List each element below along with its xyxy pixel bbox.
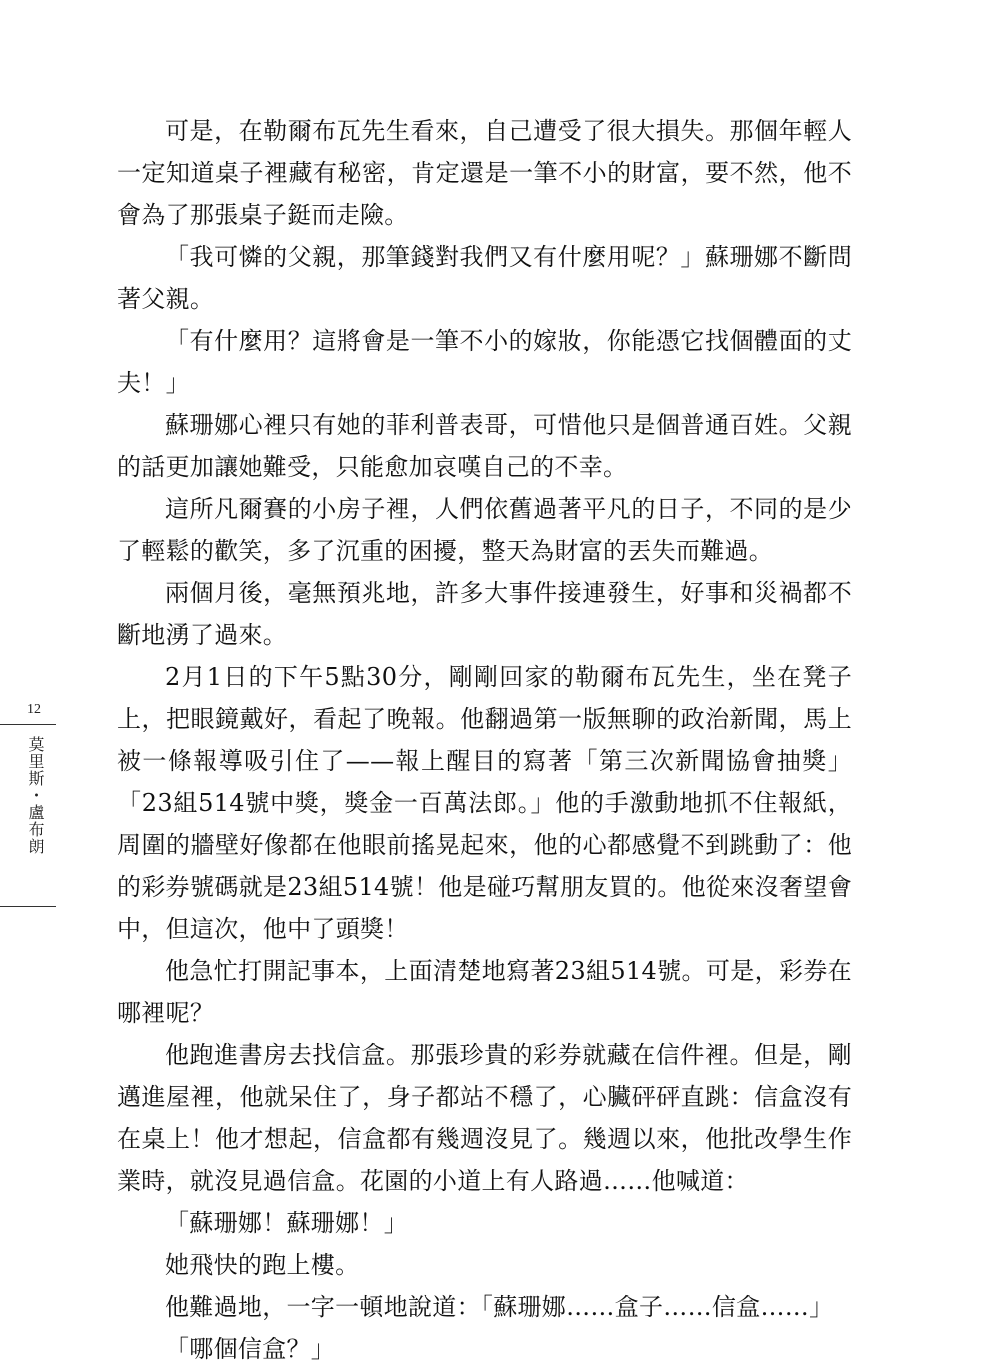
paragraph: 可是，在勒爾布瓦先生看來，自己遭受了很大損失。那個年輕人一定知道桌子裡藏有秘密，肯定還是一筆不小的財富，要不然，他不會為了那張桌子鋌而走險。 (117, 117, 852, 229)
paragraph: 「哪個信盒？」 (165, 1335, 336, 1363)
paragraph: 兩個月後，毫無預兆地，許多大事件接連發生，好事和災禍都不斷地湧了過來。 (117, 579, 852, 649)
margin-rule-top (0, 724, 56, 725)
paragraph: 她飛快的跑上樓。 (165, 1251, 360, 1279)
paragraph: 蘇珊娜心裡只有她的菲利普表哥，可惜他只是個普通百姓。父親的話更加讓她難受，只能愈加哀嘆自己的不幸。 (117, 411, 852, 481)
paragraph: 他跑進書房去找信盒。那張珍貴的彩券就藏在信件裡。但是，剛邁進屋裡，他就呆住了，身子都站不穩了，心臟砰砰直跳：信盒沒有在桌上！他才想起，信盒都有幾週沒見了。幾週以來，他批改學生作業時，就沒見過信盒。花園的小道上有人路過……他喊道： (117, 1041, 852, 1195)
paragraph: 他難過地，一字一頓地說道：「蘇珊娜……盒子……信盒……」 (165, 1293, 834, 1321)
paragraph: 「有什麼用？這將會是一筆不小的嫁妝，你能憑它找個體面的丈夫！」 (117, 327, 852, 397)
body-text (117, 110, 852, 1370)
paragraph: 「蘇珊娜！蘇珊娜！」 (165, 1209, 408, 1237)
paragraph: 「我可憐的父親，那筆錢對我們又有什麼用呢？」蘇珊娜不斷問著父親。 (117, 243, 852, 313)
paragraph: 2月1日的下午5點30分，剛剛回家的勒爾布瓦先生，坐在凳子上，把眼鏡戴好，看起了晚報。他翻過第一版無聊的政治新聞，馬上被一條報導吸引住了——報上醒目的寫著「第三次新聞協會抽獎」「23組514號中獎，獎金一百萬法郎。」他的手激動地抓不住報紙，周圍的牆壁好像都在他眼前搖晃起來，他的心都感覺不到跳動了：他的彩券號碼就是23組514號！他是碰巧幫朋友買的。他從來沒奢望會中，但這次，他中了頭獎！ (117, 663, 852, 943)
paragraph: 他急忙打開記事本，上面清楚地寫著23組514號。可是，彩券在哪裡呢？ (117, 957, 852, 1027)
margin-rule-bottom (0, 906, 56, 907)
running-header: 莫里斯・盧布朗 (26, 736, 45, 855)
page-number: 12 (27, 702, 41, 717)
paragraph: 這所凡爾賽的小房子裡，人們依舊過著平凡的日子，不同的是少了輕鬆的歡笑，多了沉重的困擾，整天為財富的丟失而難過。 (117, 495, 852, 565)
